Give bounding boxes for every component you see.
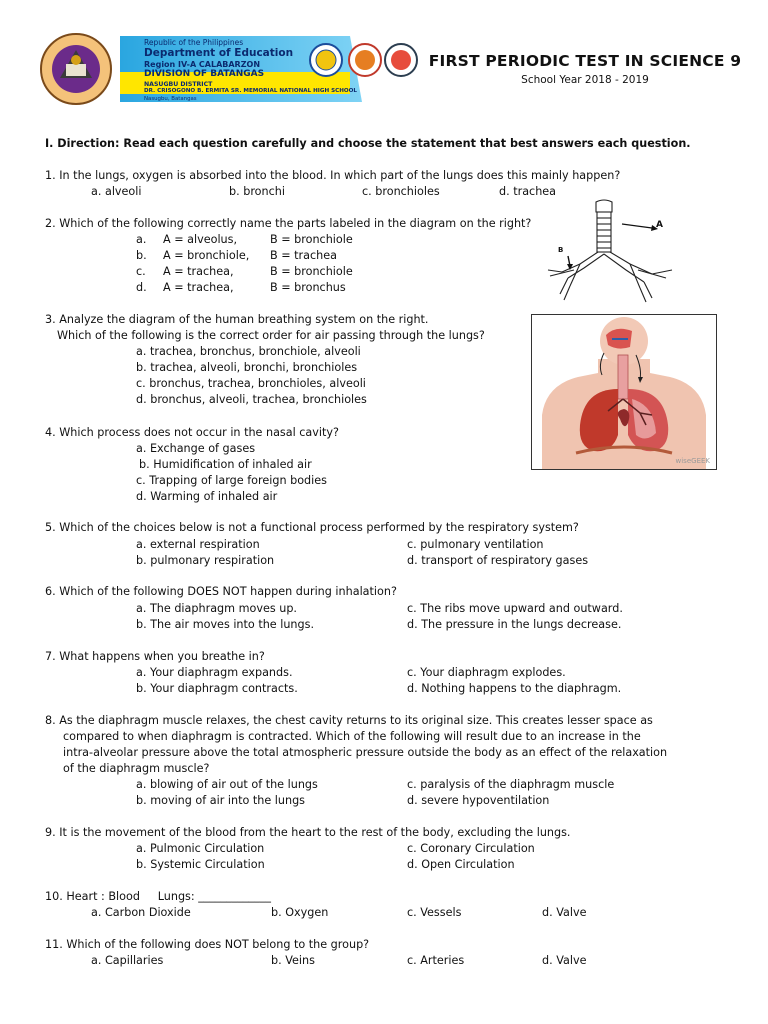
q7-choice-d: d. Nothing happens to the diaphragm. [407, 682, 622, 695]
header-republic: Republic of the Philippines [144, 38, 244, 47]
q11-stem: 11. Which of the following does NOT belong to the group? [45, 938, 370, 951]
q2-choice-a-letter: a. [136, 233, 147, 246]
q6-choice-a: a. The diaphragm moves up. [136, 602, 297, 615]
test-title: FIRST PERIODIC TEST IN SCIENCE 9 [428, 52, 742, 70]
q2-choice-c-letter: c. [136, 265, 146, 278]
q6-choice-b: b. The air moves into the lungs. [136, 618, 315, 631]
q9-choice-d: d. Open Circulation [407, 858, 515, 871]
q10-choice-b: b. Oxygen [271, 906, 329, 919]
q11-choice-b: b. Veins [271, 954, 315, 967]
header-school-name: DR. CRISOGONO B. ERMITA SR. MEMORIAL NATIONAL HIGH SCHOOL [144, 88, 357, 94]
q4-choice-b: b. Humidification of inhaled air [139, 458, 312, 471]
q10-choice-a: a. Carbon Dioxide [91, 906, 191, 919]
q2-choice-b-part-a: A = bronchiole, [163, 249, 250, 262]
direction-text: I. Direction: Read each question carefully and choose the statement that best answers each question. [45, 137, 691, 150]
q1-stem: 1. In the lungs, oxygen is absorbed into the blood. In which part of the lungs does this mainly happen? [45, 169, 621, 182]
breathing-system-illustration [531, 314, 717, 470]
q1-choice-b: b. bronchi [229, 185, 285, 198]
q1-choice-a: a. alveoli [91, 185, 142, 198]
q10-stem: 10. Heart : Blood Lungs: _____________ [45, 890, 271, 903]
q2-choice-a-part-b: B = bronchiole [270, 233, 353, 246]
q3-choice-c: c. bronchus, trachea, bronchioles, alveoli [136, 377, 366, 390]
header-region: Region IV-A CALABARZON [144, 60, 261, 69]
q2-choice-a-part-a: A = alveolus, [163, 233, 238, 246]
q6-choice-c: c. The ribs move upward and outward. [407, 602, 623, 615]
q11-choice-c: c. Arteries [407, 954, 465, 967]
q8-choice-c: c. paralysis of the diaphragm muscle [407, 778, 615, 791]
q5-choice-d: d. transport of respiratory gases [407, 554, 589, 567]
q8-stem-line4: of the diaphragm muscle? [63, 762, 210, 775]
q4-choice-d: d. Warming of inhaled air [136, 490, 278, 503]
q2-choice-d-part-a: A = trachea, [163, 281, 234, 294]
header-district: NASUGBU DISTRICT [144, 81, 213, 88]
school-year: School Year 2018 - 2019 [521, 74, 649, 86]
q9-stem: 9. It is the movement of the blood from the heart to the rest of the body, excluding the lungs. [45, 826, 571, 839]
bronchial-tree-diagram [540, 198, 690, 310]
q3-stem-line2: Which of the following is the correct order for air passing through the lungs? [57, 329, 485, 342]
q3-choice-b: b. trachea, alveoli, bronchi, bronchioles [136, 361, 358, 374]
q1-choice-c: c. bronchioles [362, 185, 440, 198]
q8-stem-line1: 8. As the diaphragm muscle relaxes, the chest cavity returns to its original size. This creates lesser space as [45, 714, 653, 727]
header-department: Department of Education [144, 47, 294, 59]
q3-stem-line1: 3. Analyze the diagram of the human breathing system on the right. [45, 313, 429, 326]
q9-choice-b: b. Systemic Circulation [136, 858, 265, 871]
q5-choice-a: a. external respiration [136, 538, 260, 551]
q2-choice-c-part-b: B = bronchiole [270, 265, 353, 278]
q7-choice-a: a. Your diaphragm expands. [136, 666, 293, 679]
q5-choice-b: b. pulmonary respiration [136, 554, 275, 567]
q9-choice-a: a. Pulmonic Circulation [136, 842, 265, 855]
q10-choice-d: d. Valve [542, 906, 587, 919]
breathing-system-drawing [532, 315, 716, 469]
diagram-label-a: A [656, 220, 663, 230]
q7-choice-c: c. Your diaphragm explodes. [407, 666, 566, 679]
q5-choice-c: c. pulmonary ventilation [407, 538, 544, 551]
q2-choice-b-part-b: B = trachea [270, 249, 337, 262]
q2-stem: 2. Which of the following correctly name the parts labeled in the diagram on the right? [45, 217, 532, 230]
school-header-banner [32, 32, 422, 106]
q2-choice-c-part-a: A = trachea, [163, 265, 234, 278]
q1-choice-d: d. trachea [499, 185, 557, 198]
diagram-label-b: B [558, 246, 564, 254]
q5-stem: 5. Which of the choices below is not a functional process performed by the respiratory system? [45, 521, 579, 534]
bronchial-tree-drawing [540, 198, 690, 310]
q7-stem: 7. What happens when you breathe in? [45, 650, 265, 663]
q8-choice-b: b. moving of air into the lungs [136, 794, 306, 807]
header-division: DIVISION OF BATANGAS [144, 69, 265, 79]
q3-choice-d: d. bronchus, alveoli, trachea, bronchioles [136, 393, 367, 406]
q2-choice-d-part-b: B = bronchus [270, 281, 346, 294]
q10-choice-c: c. Vessels [407, 906, 462, 919]
q8-stem-line3: intra-alveolar pressure above the total atmospheric pressure outside the body as an effect of the relaxation [63, 746, 668, 759]
header-town: Nasugbu, Batangas [144, 96, 197, 102]
q3-choice-a: a. trachea, bronchus, bronchiole, alveoli [136, 345, 361, 358]
q2-choice-d-letter: d. [136, 281, 147, 294]
q8-choice-a: a. blowing of air out of the lungs [136, 778, 318, 791]
q11-choice-d: d. Valve [542, 954, 587, 967]
q11-choice-a: a. Capillaries [91, 954, 164, 967]
q8-choice-d: d. severe hypoventilation [407, 794, 550, 807]
q8-stem-line2: compared to when diaphragm is contracted. Which of the following will result due to an increase in the [63, 730, 641, 743]
q4-stem: 4. Which process does not occur in the nasal cavity? [45, 426, 339, 439]
q2-choice-b-letter: b. [136, 249, 147, 262]
illustration-watermark: wiseGEEK [675, 457, 710, 465]
q6-stem: 6. Which of the following DOES NOT happen during inhalation? [45, 585, 397, 598]
q9-choice-c: c. Coronary Circulation [407, 842, 535, 855]
q4-choice-a: a. Exchange of gases [136, 442, 256, 455]
q6-choice-d: d. The pressure in the lungs decrease. [407, 618, 622, 631]
q7-choice-b: b. Your diaphragm contracts. [136, 682, 298, 695]
q4-choice-c: c. Trapping of large foreign bodies [136, 474, 327, 487]
